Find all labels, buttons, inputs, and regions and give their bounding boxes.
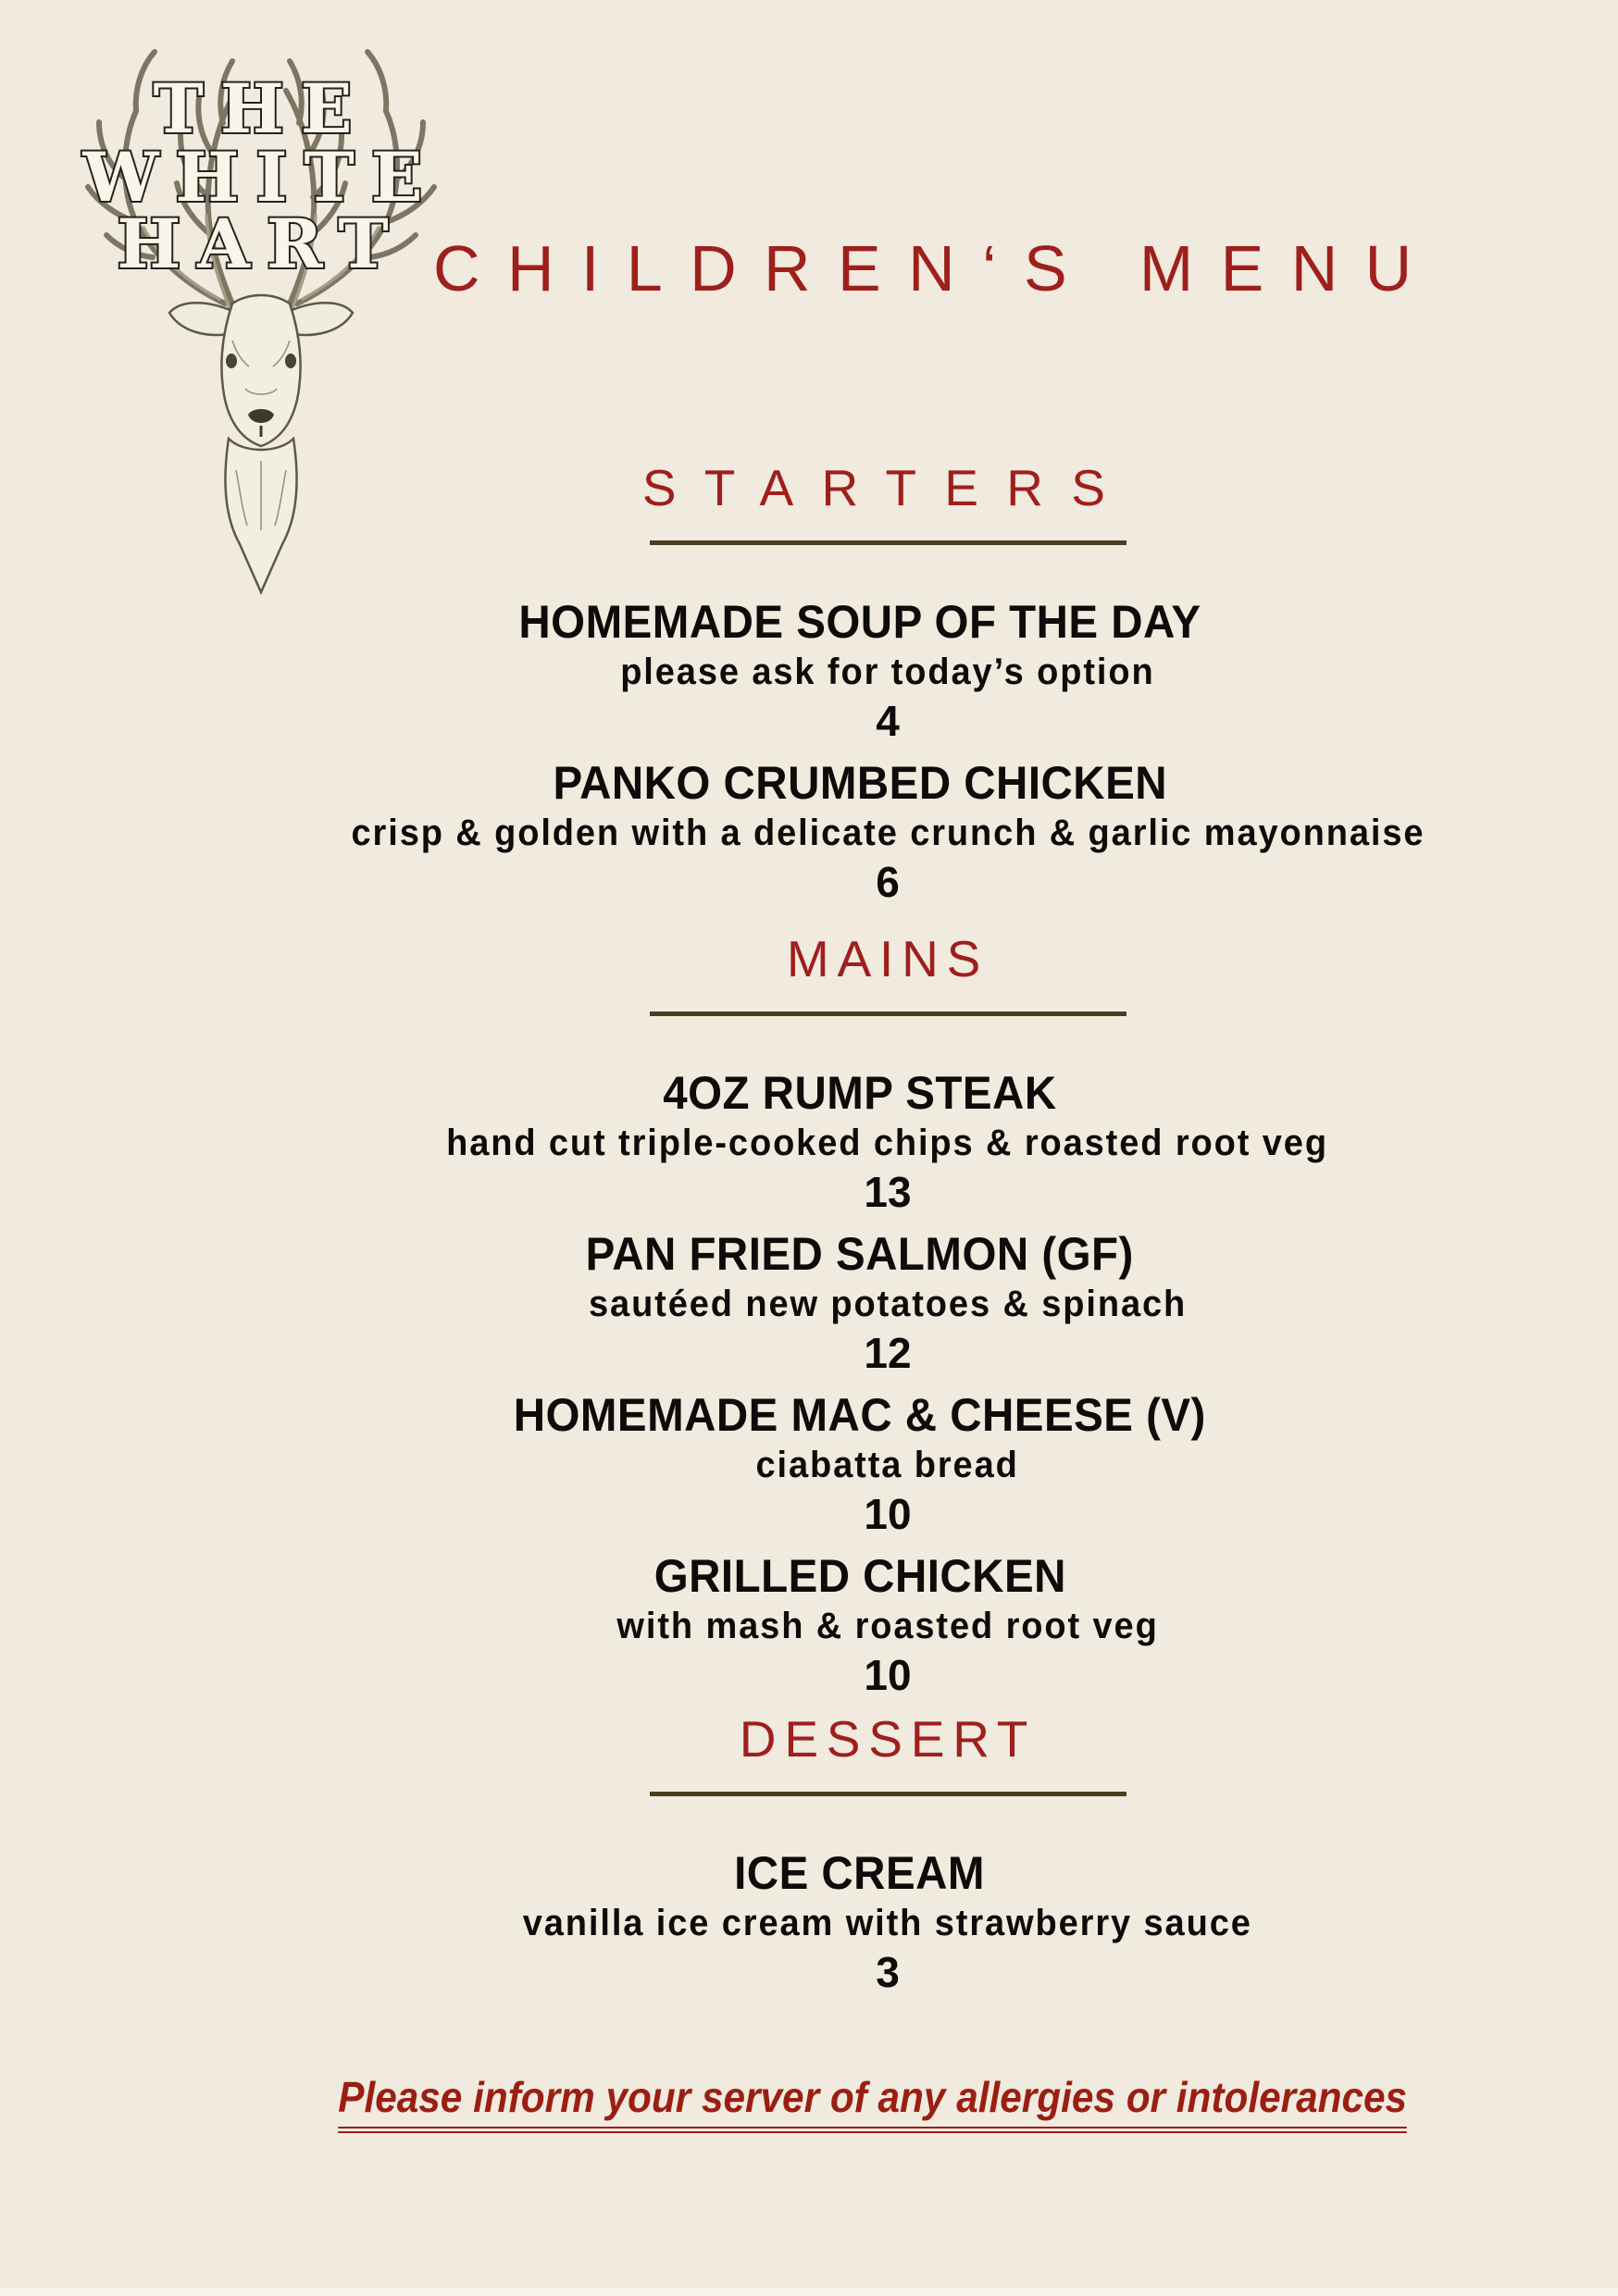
page-title: CHILDREN‘S MENU [433,232,1439,304]
menu-item-panko-chicken [172,756,1603,908]
section-dessert-rule [650,1792,1126,1796]
menu-item-grilled-chicken [172,1549,1603,1701]
section-mains [172,930,1603,1710]
menu-item-name: HOMEMADE SOUP OF THE DAY [518,596,1201,648]
section-mains-rule [650,1011,1126,1016]
menu-item-price: 12 [864,1329,912,1377]
section-dessert [172,1710,1603,2007]
menu-item-rump-steak [172,1066,1603,1218]
logo-word-hart: HART [117,205,405,284]
menu-item-description: hand cut triple-cooked chips & roasted root veg [446,1123,1329,1163]
menu-item-name: ICE CREAM [734,1847,986,1899]
menu-item-name: 4OZ RUMP STEAK [663,1067,1057,1119]
section-dessert-heading: DESSERT [739,1710,1037,1768]
menu-item-price: 6 [876,858,900,906]
menu-item-description: please ask for today’s option [620,652,1155,692]
menu-item-soup [172,595,1603,747]
page-bottom-edge [0,2288,1618,2296]
allergy-note: Please inform your server of any allergies or intolerances [339,2071,1408,2133]
menu-item-salmon [172,1227,1603,1379]
section-starters-heading: STARTERS [641,459,1134,516]
menu-item-description: vanilla ice cream with strawberry sauce [522,1903,1253,1943]
menu-item-mac-cheese [172,1388,1603,1540]
section-starters-rule [650,540,1126,545]
menu-item-description: sautéed new potatoes & spinach [588,1284,1188,1324]
menu-item-name: GRILLED CHICKEN [653,1550,1066,1602]
menu-item-description: ciabatta bread [755,1445,1020,1485]
menu-item-name: HOMEMADE MAC & CHEESE (V) [513,1389,1207,1441]
menu-item-ice-cream [172,1846,1603,1998]
menu-item-price: 10 [864,1490,912,1538]
section-starters [172,459,1603,917]
menu-item-price: 4 [876,697,900,745]
logo-word-white: WHITE [82,138,440,217]
footer [130,2071,1616,2133]
menu-item-price: 13 [864,1168,912,1216]
menu-item-name: PANKO CRUMBED CHICKEN [553,757,1167,809]
menu-item-description: crisp & golden with a delicate crunch & garlic mayonnaise [351,813,1425,853]
menu-item-price: 10 [864,1651,912,1699]
logo-word-the: THE [153,69,369,149]
menu-item-description: with mash & roasted root veg [616,1606,1159,1646]
menu-item-name: PAN FRIED SALMON (GF) [585,1228,1135,1280]
menu-item-price: 3 [876,1948,900,1996]
section-mains-heading: MAINS [786,930,989,987]
